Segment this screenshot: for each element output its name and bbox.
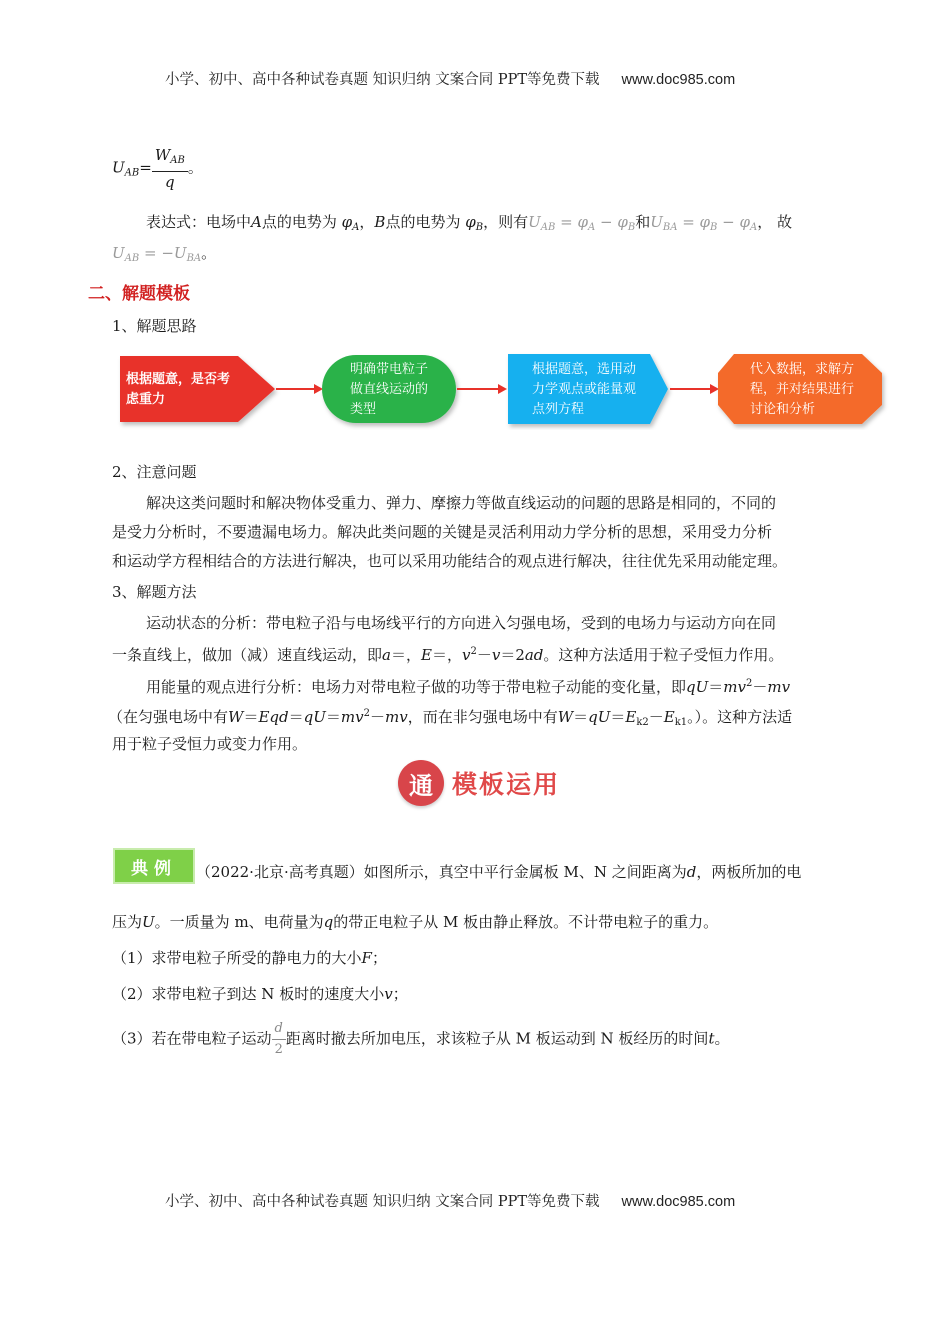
notes-line-1: 解决这类问题时和解决物体受重力、弹力、摩擦力等做直线运动的问题的思路是相同的，不同的 — [146, 494, 777, 512]
expr-point-b: B — [374, 213, 386, 231]
subsection-2-title: 2、注意问题 — [112, 463, 197, 481]
formula-lhs-sub: AB — [124, 167, 140, 179]
page-footer — [165, 1190, 735, 1211]
expr-phi-a: φ — [341, 213, 353, 231]
question-1: （1）求带电粒子所受的静电力的大小F； — [112, 949, 387, 967]
expr-formula-2: $U_{BA} = \varphi_B - \varphi_A$ — [650, 213, 758, 233]
method-p2-line-2: （在匀强电场中有$W=Eqd=qU=mv^2-mv$，而在非匀强电场中有$W=qU=E_{k2}-E_{k1}$。）。这种方法适 — [108, 708, 793, 728]
fraction-numerator: W — [154, 146, 171, 164]
expr-mid2: 点的电势为 — [385, 213, 461, 231]
method-p2-line-1: 用能量的观点进行分析：电场力对带电粒子做的功等于带电粒子动能的变化量，即$qU=mv^2-mv$ — [146, 678, 791, 696]
q3-fraction: $\frac{d}{2}$ — [272, 1019, 286, 1060]
formula-lhs: U — [112, 158, 125, 177]
expression-line-1 — [146, 212, 792, 238]
method-p1-line-2: 一条直线上，做加（减）速直线运动，即a＝，E＝，$v^2-v=2ad$。这种方法适用于粒子受恒力作用。 — [112, 646, 784, 664]
footer-url[interactable]: www.doc985.com — [621, 1194, 736, 1210]
expr-point-a: A — [251, 213, 262, 231]
formula-fraction — [152, 145, 188, 192]
expr-formula-3: $U_{AB} = -U_{BA}$ — [112, 244, 202, 264]
footer-text: 小学、初中、高中各种试卷真题 知识归纳 文案合同 PPT等免费下载 — [165, 1194, 600, 1210]
page-header — [165, 68, 735, 89]
formula-end: 。 — [187, 158, 203, 177]
method-p2-line-3: 用于粒子受恒力或变力作用。 — [112, 735, 308, 753]
notes-line-3: 和运动学方程相结合的方法进行解决，也可以采用功能结合的观点进行解决，往往优先采用动能定理。 — [112, 552, 788, 570]
question-3: （3）若在带电粒子运动 $\frac{d}{2}$ 距离时撤去所加电压，求该粒子从 M 板运动到 N 板经历的时间t。 — [112, 1019, 729, 1060]
flow-arrow-3-head — [710, 384, 719, 394]
fraction-denominator: q — [165, 173, 175, 191]
flow-step1-text: 根据题意，是否考虑重力 — [126, 372, 231, 407]
flow-step4-text: 代入数据，求解方程，并对结果进行讨论和分析 — [750, 362, 855, 417]
expr-phi-b: φ — [465, 213, 476, 231]
expr-lead: 表达式：电场中 — [146, 213, 252, 231]
expression-line-2 — [112, 243, 216, 269]
expr-sep: ， — [359, 213, 375, 231]
notes-line-2: 是受力分析时，不要遗漏电场力。解决此类问题的关键是灵活利用动力学分析的思想，采用受力分析 — [112, 523, 773, 541]
header-text: 小学、初中、高中各种试卷真题 知识归纳 文案合同 PPT等免费下载 — [165, 72, 600, 88]
expr-mid1: 点的电势为 — [261, 213, 337, 231]
example-line-2: 压为U。一质量为 m、电荷量为q的带正电粒子从 M 板由静止释放。不计带电粒子的重力。 — [112, 913, 719, 931]
formula-uab — [112, 145, 203, 192]
seal-text: 通 — [409, 771, 433, 800]
expr-formula-1: $U_{AB} = \varphi_A - \varphi_B$ — [528, 213, 636, 233]
flow-arrow-1-head — [314, 384, 323, 394]
example-line-1: （2022·北京·高考真题）如图所示，真空中平行金属板 M、N 之间距离为d，两板所加的电 — [196, 863, 802, 881]
section-title: 二、解题模板 — [88, 284, 190, 304]
header-url[interactable]: www.doc985.com — [621, 72, 736, 88]
expr-end: 。 — [201, 244, 217, 262]
flow-step2-text: 明确带电粒子做直线运动的类型 — [350, 362, 429, 417]
example-badge: 典例 — [113, 848, 195, 884]
seal-badge — [398, 760, 444, 806]
expr-and: 和 — [635, 213, 651, 231]
expr-mid3: ，则有 — [483, 213, 529, 231]
question-2: （2）求带电粒子到达 N 板时的速度大小v； — [112, 985, 408, 1003]
expr-phi-b-sub: B — [475, 222, 484, 233]
expr-so: ， 故 — [757, 213, 793, 231]
subsection-3-title: 3、解题方法 — [112, 583, 197, 601]
fraction-numerator-sub: AB — [170, 155, 185, 166]
flow-step3-text: 根据题意，选用动力学观点或能量观点列方程 — [532, 362, 637, 417]
method-p1-line-1: 运动状态的分析：带电粒子沿与电场线平行的方向进入匀强电场，受到的电场力与运动方向在同 — [146, 614, 777, 632]
subsection-1-title: 1、解题思路 — [112, 317, 197, 335]
banner-title: 模板运用 — [452, 770, 561, 799]
formula-eq: = — [139, 158, 152, 177]
expr-phi-a-sub: A — [352, 222, 360, 233]
flow-arrow-2-head — [498, 384, 507, 394]
